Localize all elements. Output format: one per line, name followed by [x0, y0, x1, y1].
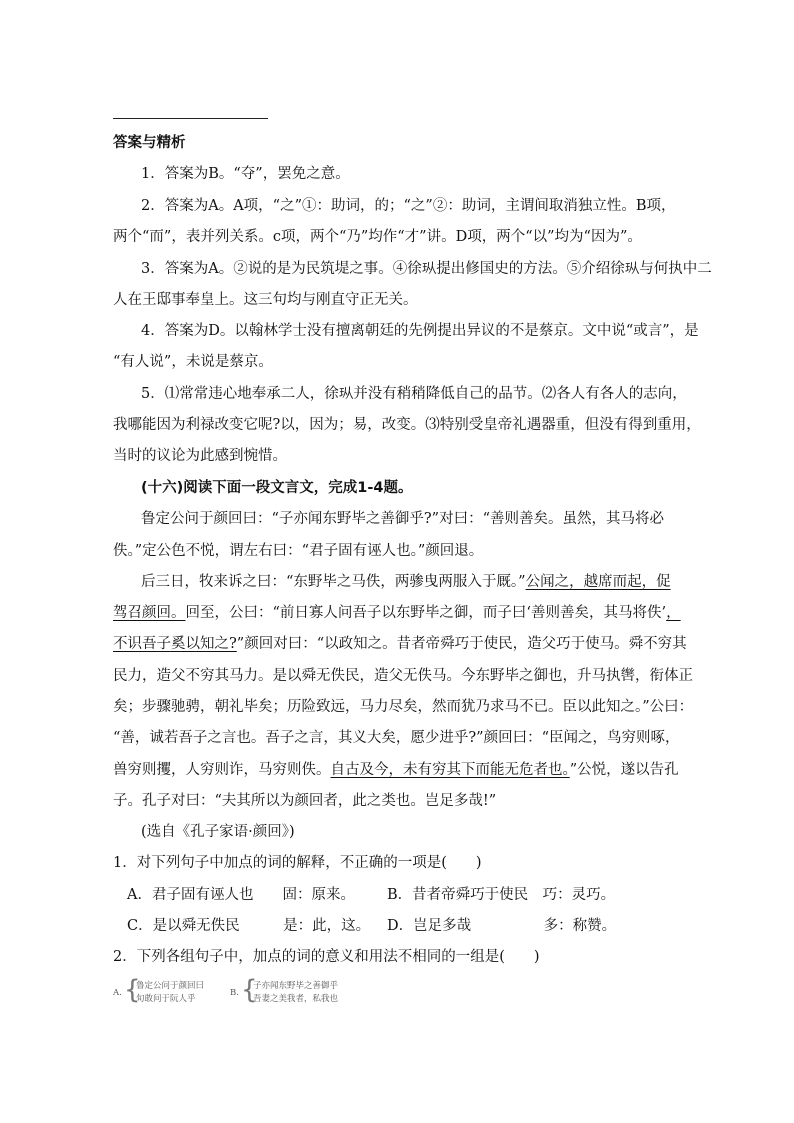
- question-2: 2．下列各组句子中，加点的词的意义和用法不相同的一组是( ): [113, 949, 540, 965]
- passage-p2-line-3: [113, 634, 703, 654]
- passage-heading: (十六)阅读下面一段文言文，完成1-4题。: [141, 480, 413, 496]
- passage-text: 回至，公曰：“前日寡人问吾子以东野毕之御，而子曰‘善则善矣，其马将佚’: [185, 605, 667, 621]
- underlined-sentence: 公闻之，越席而起，促: [525, 574, 671, 590]
- question-1-option-a: A．君子固有诬人也 固：原来。: [127, 887, 355, 903]
- answer-5-line-1: 5．⑴常常违心地奉承二人，徐𪻐并没有稍稍降低自己的品节。⑵各人有各人的志向，: [141, 386, 687, 402]
- question-2-option-b-line-2: 吾妻之美我者，私我也: [253, 994, 339, 1004]
- underlined-sentence: 自古及今，未有穷其下而能无危者也。: [330, 762, 570, 778]
- brace-icon: {: [124, 975, 141, 1005]
- answer-4-line-2: “有人说”，未说是蔡京。: [113, 354, 273, 370]
- answer-3-line-2: 人在王邸事奉皇上。这三句均与刚直守正无关。: [113, 292, 418, 308]
- passage-text: 兽穷则攫，人穷则诈，马穷则佚。: [113, 762, 331, 778]
- passage-source: (选自《孔子家语·颜回》): [141, 824, 295, 840]
- passage-p2-line-2: [113, 603, 703, 623]
- passage-text: 后三日，牧来诉之曰：“东野毕之马佚，两骖曳两服入于厩。”: [141, 574, 526, 590]
- passage-p2-line-4: 民力，造父不穷其马力。是以舜无佚民，造父无佚马。今东野毕之御也，升马执辔，衔体正: [113, 668, 693, 684]
- passage-p2-line-1: [141, 572, 731, 592]
- answer-4-line-1: 4．答案为D。以翰林学士没有擅离朝廷的先例提出异议的不是蔡京。文中说“或言”，是: [141, 323, 699, 339]
- answer-2-line-2: 两个“而”，表并列关系。c项，两个“乃”均作“才”讲。D项，两个“以”均为“因为”。: [113, 229, 642, 245]
- passage-p1-line-1: 鲁定公问于颜回曰：“子亦闻东野毕之善御乎?”对曰：“善则善矣。虽然，其马将必: [141, 511, 665, 527]
- passage-text: ”颜回对曰：“以政知之。昔者帝舜巧于使民，造父巧于使马。舜不穷其: [236, 636, 687, 652]
- answer-3-line-1: 3．答案为A。②说的是为民筑堤之事。④徐𪻐提出修国史的方法。⑤介绍徐𪻐与何执中二: [141, 261, 712, 277]
- passage-p2-line-7: [113, 760, 703, 780]
- underlined-sentence: 不识吾子奚以知之?: [113, 636, 237, 652]
- passage-p2-line-8: 子。孔子对曰：“夫其所以为颜回者，此之类也。岂足多哉!”: [113, 793, 497, 809]
- brace-icon: {: [241, 975, 258, 1005]
- question-2-option-a-line-1: 鲁定公问于颜回曰: [136, 981, 205, 991]
- underlined-punct: ，: [666, 605, 681, 621]
- underlined-sentence: 驾召颜回。: [113, 605, 186, 621]
- question-2-option-a-label: A.: [113, 988, 122, 998]
- question-1: 1．对下列句子中加点的词的解释，不正确的一项是( ): [113, 855, 482, 871]
- passage-p1-line-2: 佚。”定公色不悦，谓左右曰：“君子固有诬人也。”颜回退。: [113, 543, 484, 559]
- answer-1: 1．答案为B。“夺”，罢免之意。: [141, 166, 350, 182]
- answer-2-line-1: 2．答案为A。A项，“之”①：助词，的；“之”②：助词，主谓间取消独立性。B项，: [141, 198, 676, 214]
- question-1-option-d: D．岂足多哉 多：称赞。: [387, 918, 617, 934]
- header-rule: [113, 118, 268, 119]
- section-title: 答案与精析: [113, 135, 186, 151]
- question-2-option-a-line-2: 旬敢问于阮人乎: [136, 994, 196, 1004]
- answer-5-line-3: 当时的议论为此感到惋惜。: [113, 448, 287, 464]
- question-1-option-c: C．是以舜无佚民 是：此，这。: [127, 918, 371, 934]
- question-1-option-b: B．昔者帝舜巧于使民 巧：灵巧。: [387, 887, 616, 903]
- passage-p2-line-6: “善，诚若吾子之言也。吾子之言，其义大矣，愿少进乎?”颜回曰：“臣闻之，鸟穷则啄，: [113, 730, 680, 746]
- question-2-option-b-label: B.: [230, 988, 239, 998]
- passage-text: ”公悦，遂以告孔: [569, 762, 679, 778]
- answer-5-line-2: 我哪能因为利禄改变它呢?以，因为；易，改变。⑶特别受皇帝礼遇器重，但没有得到重用，: [113, 417, 701, 433]
- passage-p2-line-5: 矣；步骤驰骋，朝礼毕矣；历险致远，马力尽矣，然而犹乃求马不已。臣以此知之。”公曰：: [113, 699, 694, 715]
- question-2-option-b-line-1: 子亦闻东野毕之善御乎: [253, 981, 339, 991]
